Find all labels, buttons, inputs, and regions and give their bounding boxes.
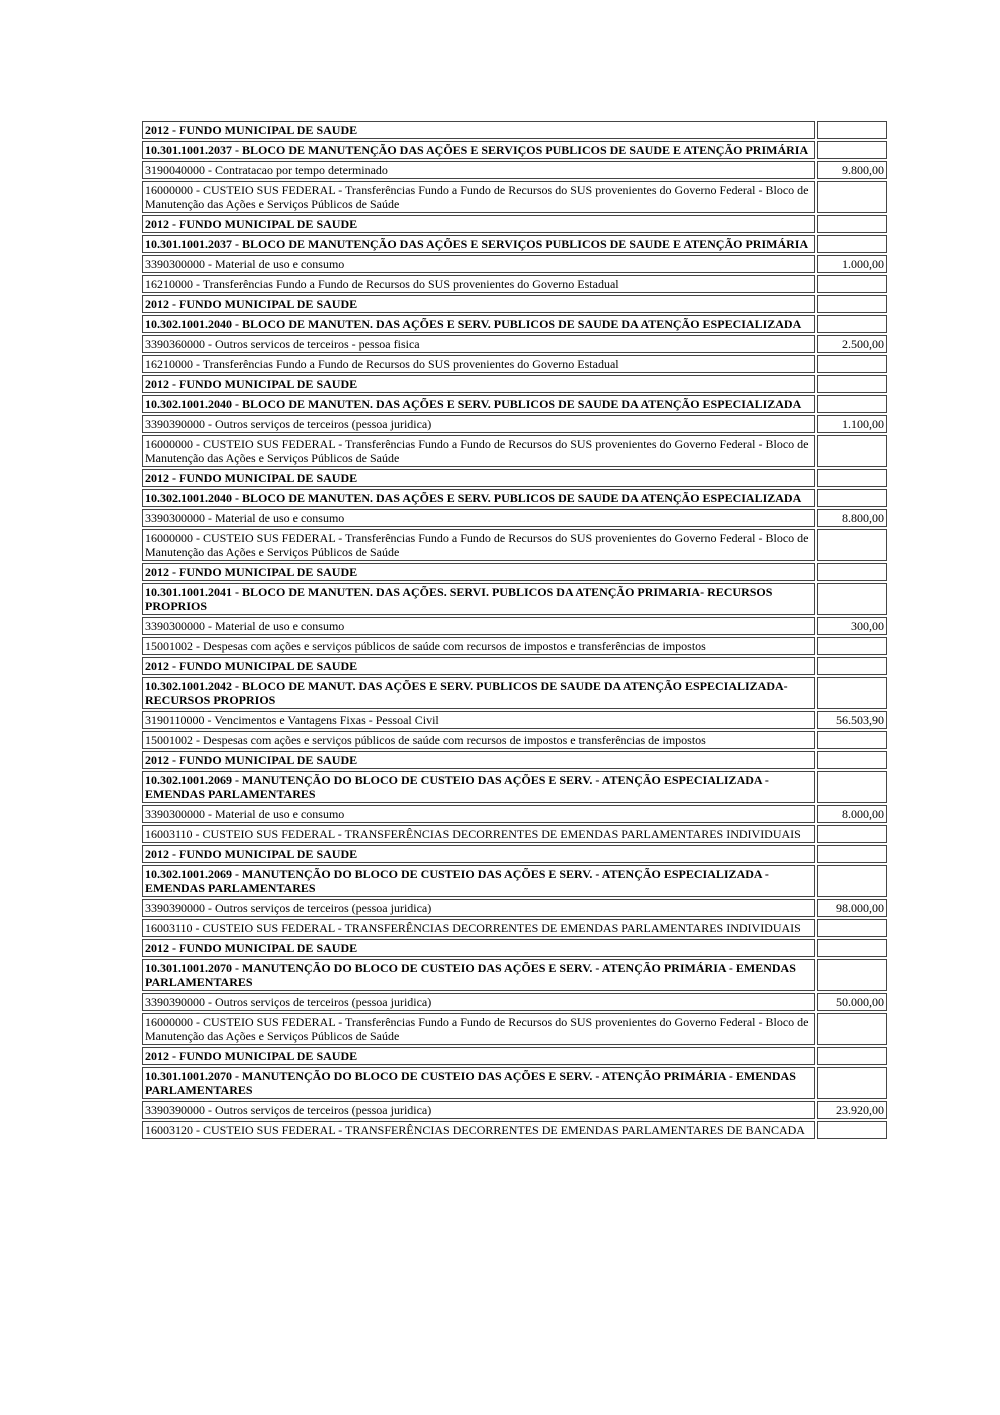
table-row [142, 771, 887, 803]
row-description: 16003110 - CUSTEIO SUS FEDERAL - TRANSFERÊNCIAS DECORRENTES DE EMENDAS PARLAMENTARES INDIVIDUAIS [142, 825, 815, 843]
row-heading: 10.301.1001.2037 - BLOCO DE MANUTENÇÃO DAS AÇÕES E SERVIÇOS PUBLICOS DE SAUDE E ATENÇÃO PRIMÁRIA [142, 141, 815, 159]
row-value: 1.100,00 [817, 415, 887, 433]
row-value: 300,00 [817, 617, 887, 635]
row-value [817, 1047, 887, 1065]
table-row [142, 1121, 887, 1139]
row-value [817, 489, 887, 507]
row-value [817, 563, 887, 581]
table-row [142, 657, 887, 675]
row-value [817, 731, 887, 749]
budget-table-body [142, 121, 887, 1139]
row-description: 16003110 - CUSTEIO SUS FEDERAL - TRANSFERÊNCIAS DECORRENTES DE EMENDAS PARLAMENTARES INDIVIDUAIS [142, 919, 815, 937]
row-heading: 10.302.1001.2040 - BLOCO DE MANUTEN. DAS AÇÕES E SERV. PUBLICOS DE SAUDE DA ATENÇÃO ESPECIALIZADA [142, 395, 815, 413]
row-description: 3390390000 - Outros serviços de terceiros (pessoa juridica) [142, 993, 815, 1011]
row-value [817, 375, 887, 393]
row-description: 16000000 - CUSTEIO SUS FEDERAL - Transferências Fundo a Fundo de Recursos do SUS provenientes do Governo Federal - Bloco de Manutenção das Ações e Serviços Públicos de Saúde [142, 181, 815, 213]
table-row [142, 805, 887, 823]
table-row [142, 315, 887, 333]
row-heading: 10.302.1001.2040 - BLOCO DE MANUTEN. DAS AÇÕES E SERV. PUBLICOS DE SAUDE DA ATENÇÃO ESPECIALIZADA [142, 489, 815, 507]
row-heading: 2012 - FUNDO MUNICIPAL DE SAUDE [142, 295, 815, 313]
table-row [142, 939, 887, 957]
table-row [142, 751, 887, 769]
table-row [142, 845, 887, 863]
row-value [817, 677, 887, 709]
row-value [817, 141, 887, 159]
row-value [817, 355, 887, 373]
row-description: 3390390000 - Outros serviços de terceiros (pessoa juridica) [142, 1101, 815, 1119]
row-value [817, 939, 887, 957]
row-value [817, 825, 887, 843]
row-heading: 10.302.1001.2069 - MANUTENÇÃO DO BLOCO DE CUSTEIO DAS AÇÕES E SERV. - ATENÇÃO ESPECIALIZADA - EMENDAS PARLAMENTARES [142, 865, 815, 897]
row-value [817, 235, 887, 253]
table-row [142, 141, 887, 159]
row-value [817, 845, 887, 863]
table-row [142, 275, 887, 293]
row-value: 56.503,90 [817, 711, 887, 729]
row-description: 3190040000 - Contratacao por tempo determinado [142, 161, 815, 179]
row-heading: 2012 - FUNDO MUNICIPAL DE SAUDE [142, 1047, 815, 1065]
table-row [142, 335, 887, 353]
table-row [142, 415, 887, 433]
row-value [817, 529, 887, 561]
table-row [142, 825, 887, 843]
row-heading: 10.301.1001.2070 - MANUTENÇÃO DO BLOCO DE CUSTEIO DAS AÇÕES E SERV. - ATENÇÃO PRIMÁRIA - EMENDAS PARLAMENTARES [142, 1067, 815, 1099]
table-row [142, 489, 887, 507]
row-heading: 2012 - FUNDO MUNICIPAL DE SAUDE [142, 845, 815, 863]
row-heading: 2012 - FUNDO MUNICIPAL DE SAUDE [142, 215, 815, 233]
row-description: 3390360000 - Outros servicos de terceiros - pessoa fisica [142, 335, 815, 353]
row-heading: 2012 - FUNDO MUNICIPAL DE SAUDE [142, 375, 815, 393]
table-row [142, 395, 887, 413]
row-description: 16210000 - Transferências Fundo a Fundo de Recursos do SUS provenientes do Governo Estadual [142, 355, 815, 373]
row-description: 3190110000 - Vencimentos e Vantagens Fixas - Pessoal Civil [142, 711, 815, 729]
row-value [817, 637, 887, 655]
table-row [142, 1101, 887, 1119]
table-row [142, 617, 887, 635]
table-row [142, 583, 887, 615]
table-row [142, 1067, 887, 1099]
row-heading: 2012 - FUNDO MUNICIPAL DE SAUDE [142, 469, 815, 487]
table-row [142, 435, 887, 467]
row-description: 16210000 - Transferências Fundo a Fundo de Recursos do SUS provenientes do Governo Estadual [142, 275, 815, 293]
table-row [142, 161, 887, 179]
row-heading: 10.302.1001.2069 - MANUTENÇÃO DO BLOCO DE CUSTEIO DAS AÇÕES E SERV. - ATENÇÃO ESPECIALIZADA - EMENDAS PARLAMENTARES [142, 771, 815, 803]
table-row [142, 355, 887, 373]
row-heading: 2012 - FUNDO MUNICIPAL DE SAUDE [142, 121, 815, 139]
table-row [142, 711, 887, 729]
row-description: 3390390000 - Outros serviços de terceiros (pessoa juridica) [142, 899, 815, 917]
row-value: 50.000,00 [817, 993, 887, 1011]
table-row [142, 865, 887, 897]
table-row [142, 509, 887, 527]
table-row [142, 637, 887, 655]
table-row [142, 959, 887, 991]
table-row [142, 295, 887, 313]
row-value [817, 275, 887, 293]
row-value [817, 583, 887, 615]
row-value: 23.920,00 [817, 1101, 887, 1119]
row-heading: 2012 - FUNDO MUNICIPAL DE SAUDE [142, 751, 815, 769]
row-heading: 2012 - FUNDO MUNICIPAL DE SAUDE [142, 563, 815, 581]
row-description: 3390390000 - Outros serviços de terceiros (pessoa juridica) [142, 415, 815, 433]
row-value: 1.000,00 [817, 255, 887, 273]
row-description: 16000000 - CUSTEIO SUS FEDERAL - Transferências Fundo a Fundo de Recursos do SUS provenientes do Governo Federal - Bloco de Manutenção das Ações e Serviços Públicos de Saúde [142, 529, 815, 561]
table-row [142, 1047, 887, 1065]
row-value [817, 395, 887, 413]
row-value [817, 771, 887, 803]
row-heading: 2012 - FUNDO MUNICIPAL DE SAUDE [142, 939, 815, 957]
table-row [142, 469, 887, 487]
row-description: 3390300000 - Material de uso e consumo [142, 255, 815, 273]
row-value [817, 315, 887, 333]
table-row [142, 731, 887, 749]
row-value [817, 295, 887, 313]
row-value [817, 865, 887, 897]
table-row [142, 677, 887, 709]
table-row [142, 1013, 887, 1045]
row-heading: 10.301.1001.2037 - BLOCO DE MANUTENÇÃO DAS AÇÕES E SERVIÇOS PUBLICOS DE SAUDE E ATENÇÃO PRIMÁRIA [142, 235, 815, 253]
table-row [142, 235, 887, 253]
row-description: 15001002 - Despesas com ações e serviços públicos de saúde com recursos de impostos e transferências de impostos [142, 637, 815, 655]
row-description: 16000000 - CUSTEIO SUS FEDERAL - Transferências Fundo a Fundo de Recursos do SUS provenientes do Governo Federal - Bloco de Manutenção das Ações e Serviços Públicos de Saúde [142, 435, 815, 467]
row-description: 3390300000 - Material de uso e consumo [142, 509, 815, 527]
table-row [142, 919, 887, 937]
row-description: 16000000 - CUSTEIO SUS FEDERAL - Transferências Fundo a Fundo de Recursos do SUS provenientes do Governo Federal - Bloco de Manutenção das Ações e Serviços Públicos de Saúde [142, 1013, 815, 1045]
row-description: 16003120 - CUSTEIO SUS FEDERAL - TRANSFERÊNCIAS DECORRENTES DE EMENDAS PARLAMENTARES DE BANCADA [142, 1121, 815, 1139]
row-heading: 10.302.1001.2040 - BLOCO DE MANUTEN. DAS AÇÕES E SERV. PUBLICOS DE SAUDE DA ATENÇÃO ESPECIALIZADA [142, 315, 815, 333]
row-value [817, 959, 887, 991]
row-value [817, 1013, 887, 1045]
table-row [142, 255, 887, 273]
row-value: 8.000,00 [817, 805, 887, 823]
table-row [142, 563, 887, 581]
budget-table [140, 119, 889, 1141]
row-description: 3390300000 - Material de uso e consumo [142, 617, 815, 635]
row-value [817, 181, 887, 213]
row-value: 9.800,00 [817, 161, 887, 179]
table-row [142, 181, 887, 213]
row-value [817, 435, 887, 467]
row-heading: 2012 - FUNDO MUNICIPAL DE SAUDE [142, 657, 815, 675]
row-value [817, 751, 887, 769]
table-row [142, 375, 887, 393]
table-row [142, 215, 887, 233]
row-heading: 10.301.1001.2070 - MANUTENÇÃO DO BLOCO DE CUSTEIO DAS AÇÕES E SERV. - ATENÇÃO PRIMÁRIA - EMENDAS PARLAMENTARES [142, 959, 815, 991]
row-value [817, 1121, 887, 1139]
row-value [817, 657, 887, 675]
row-value: 8.800,00 [817, 509, 887, 527]
row-value: 98.000,00 [817, 899, 887, 917]
row-description: 3390300000 - Material de uso e consumo [142, 805, 815, 823]
row-heading: 10.301.1001.2041 - BLOCO DE MANUTEN. DAS AÇÕES. SERVI. PUBLICOS DA ATENÇÃO PRIMARIA- RECURSOS PROPRIOS [142, 583, 815, 615]
row-value [817, 1067, 887, 1099]
row-value [817, 919, 887, 937]
table-row [142, 121, 887, 139]
table-row [142, 529, 887, 561]
row-description: 15001002 - Despesas com ações e serviços públicos de saúde com recursos de impostos e transferências de impostos [142, 731, 815, 749]
row-value [817, 121, 887, 139]
row-value [817, 215, 887, 233]
table-row [142, 993, 887, 1011]
row-value [817, 469, 887, 487]
table-row [142, 899, 887, 917]
row-heading: 10.302.1001.2042 - BLOCO DE MANUT. DAS AÇÕES E SERV. PUBLICOS DE SAUDE DA ATENÇÃO ESPECIALIZADA- RECURSOS PROPRIOS [142, 677, 815, 709]
row-value: 2.500,00 [817, 335, 887, 353]
